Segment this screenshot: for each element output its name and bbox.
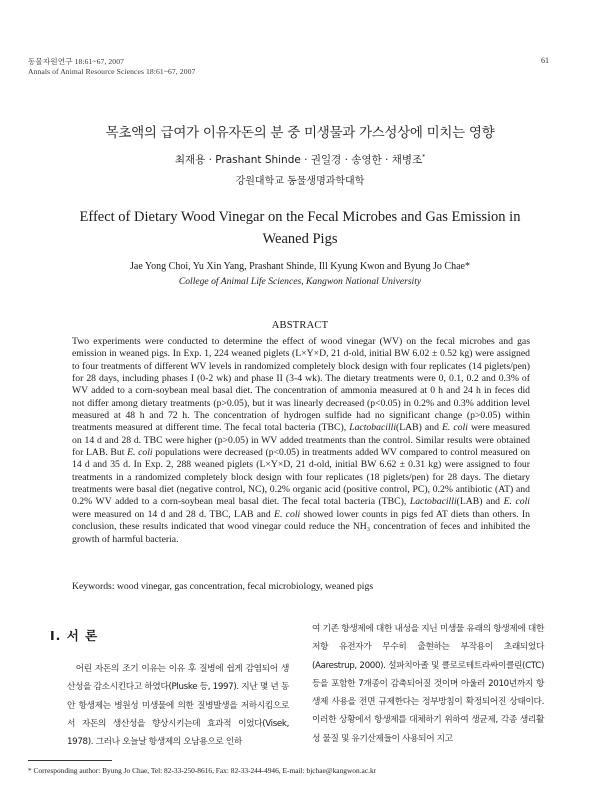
abstract-italic-term: Lactobacilli xyxy=(409,496,457,508)
korean-title: 목초액의 급여가 이유자돈의 분 중 미생물과 가스성상에 미치는 영향 xyxy=(105,125,495,141)
running-header-en: Annals of Animal Resource Sciences 18:61~67, 2007 xyxy=(28,67,196,76)
abstract-heading: ABSTRACT xyxy=(271,320,329,331)
korean-affiliation: 강원대학교 동물생명과학대학 xyxy=(235,176,365,187)
running-header-ko: 동물자원연구 18:61~67, 2007 xyxy=(28,57,124,66)
abstract-body xyxy=(72,336,530,546)
footnote-rule xyxy=(28,760,112,761)
abstract-italic-term: E. coli xyxy=(441,422,468,434)
intro-left-column: 어린 자돈의 조기 이유는 이유 후 질병에 쉽게 감염되어 생산성을 감소시킨다고 하였다(Pluske 등, 1997). 지난 몇 년 동안 항생제는 병원성 미생물에 의한 질병발생을 저하시킴으로서 자돈의 생산성을 향상시키는데 효과적 이었다(Visek, 1978). 그러나 오늘날 항생제의 오남용으로 인하 xyxy=(67,664,289,748)
english-title: Effect of Dietary Wood Vinegar on the Fecal Microbes and Gas Emission in Weaned Pigs xyxy=(79,209,521,247)
english-authors: Jae Yong Choi, Yu Xin Yang, Prashant Shinde, Ill Kyung Kwon and Byung Jo Chae* xyxy=(130,261,470,272)
abstract-text-run: were measured on 14 d and 28 d. TBC were higher (p>0.05) in WV added treatments than the control. Similar results were obtained for LAB. But xyxy=(72,422,530,459)
section-heading-introduction: Ⅰ. 서 론 xyxy=(50,628,99,643)
abstract-text-run: Two experiments were conducted to determine the effect of wood vinegar (WV) on the fecal microbes and gas emission in weaned pigs. In Exp. 1, 224 weaned piglets (L×Y×D, 21 d-old, initial BW 6.02 ± 0.52 kg) were assigned to four treatments of different WV levels in randomized completely block design with four replicates (14 piglets/pen) for 28 days, including phases I (0-2 wk) and phase II (3-4 wk). The dietary treatments were 0, 0.1, 0.2 and 0.3% of WV added to a corn-soybean meal basal diet. The concentration of ammonia measured at 0 h and 24 h in feces did not differ among dietary treatments (p>0.05), but it was linearly decreased (p<0.05) in 0.2% and 0.3% addition level measured at 48 h and 72 h. The concentration of hydrogen sulfide had no significant change (p>0.05) within treatments measured at different time. The fecal total bacteria (TBC), xyxy=(72,336,530,434)
abstract-text-run: (LAB) and xyxy=(396,422,442,434)
abstract-text-run: showed lower counts in pigs fed AT diets than others. In conclusion, these results indicated that wood vinegar could reduce the NH₃ concentration of feces and inhibited the growth of harmful bacteria. xyxy=(72,508,530,545)
abstract-italic-term: E. coli xyxy=(274,508,301,520)
korean-authors-text: 최재용 · Prashant Shinde · 권일경 · 송영한 · 채병조 xyxy=(174,154,423,166)
corresponding-mark: * xyxy=(422,153,426,161)
abstract-italic-term: Lactobacilli xyxy=(349,422,397,434)
abstract-italic-term: E. coli xyxy=(503,496,530,508)
abstract-text-run: (LAB) and xyxy=(456,496,504,508)
korean-authors xyxy=(0,152,600,167)
keywords: Keywords: wood vinegar, gas concentration, fecal microbiology, weaned pigs xyxy=(72,581,374,592)
abstract-text-run: populations were decreased (p<0.05) in treatments added WV compared to control measured on 14 d and 35 d. In Exp. 2, 288 weaned piglets (L×Y×D, 21 d-old, initial BW 6.62 ± 0.31 kg) were assigned to four treatments in a randomized completely block design with four replicates (18 piglets/pen) for 28 days. The dietary treatments were basal diet (negative control, NC), 0.2% organic acid (positive control, PC), 0.2% antibiotic (AT) and 0.2% WV added to a corn-soybean meal basal diet. The fecal total bacteria (TBC), xyxy=(72,447,531,508)
page-number: 61 xyxy=(541,56,549,65)
english-affiliation: College of Animal Life Sciences, Kangwon National University xyxy=(178,276,422,287)
abstract-italic-term: E. coli xyxy=(127,447,153,459)
abstract-text-run: were measured on 14 d and 28 d. TBC, LAB and xyxy=(72,508,275,520)
footnote-corresponding-author: * Corresponding author: Byung Jo Chae, Tel: 82-33-250-8616, Fax: 82-33-244-4946, E-mail: bjchae@kangwon.ac.kr xyxy=(28,766,377,775)
intro-right-column: 여 기존 항생제에 대한 내성을 지닌 미생물 유래의 항생제에 대한 저항 유전자가 무수히 출현하는 부작용이 초래되었다(Aarestrup, 2000). 설파치아졸 및 클로로테트라싸이클린(CTC) 등을 포함한 7개종이 감축되어질 것이며 아울러 2010년까지 항생제 사용을 전면 규제한다는 정부방침이 확정되어진 상태이다. 이러한 상황에서 항생제를 대체하기 위하여 생균제, 각종 생리활성 물질 및 유기산제들이 사용되어 지고 xyxy=(312,624,544,744)
